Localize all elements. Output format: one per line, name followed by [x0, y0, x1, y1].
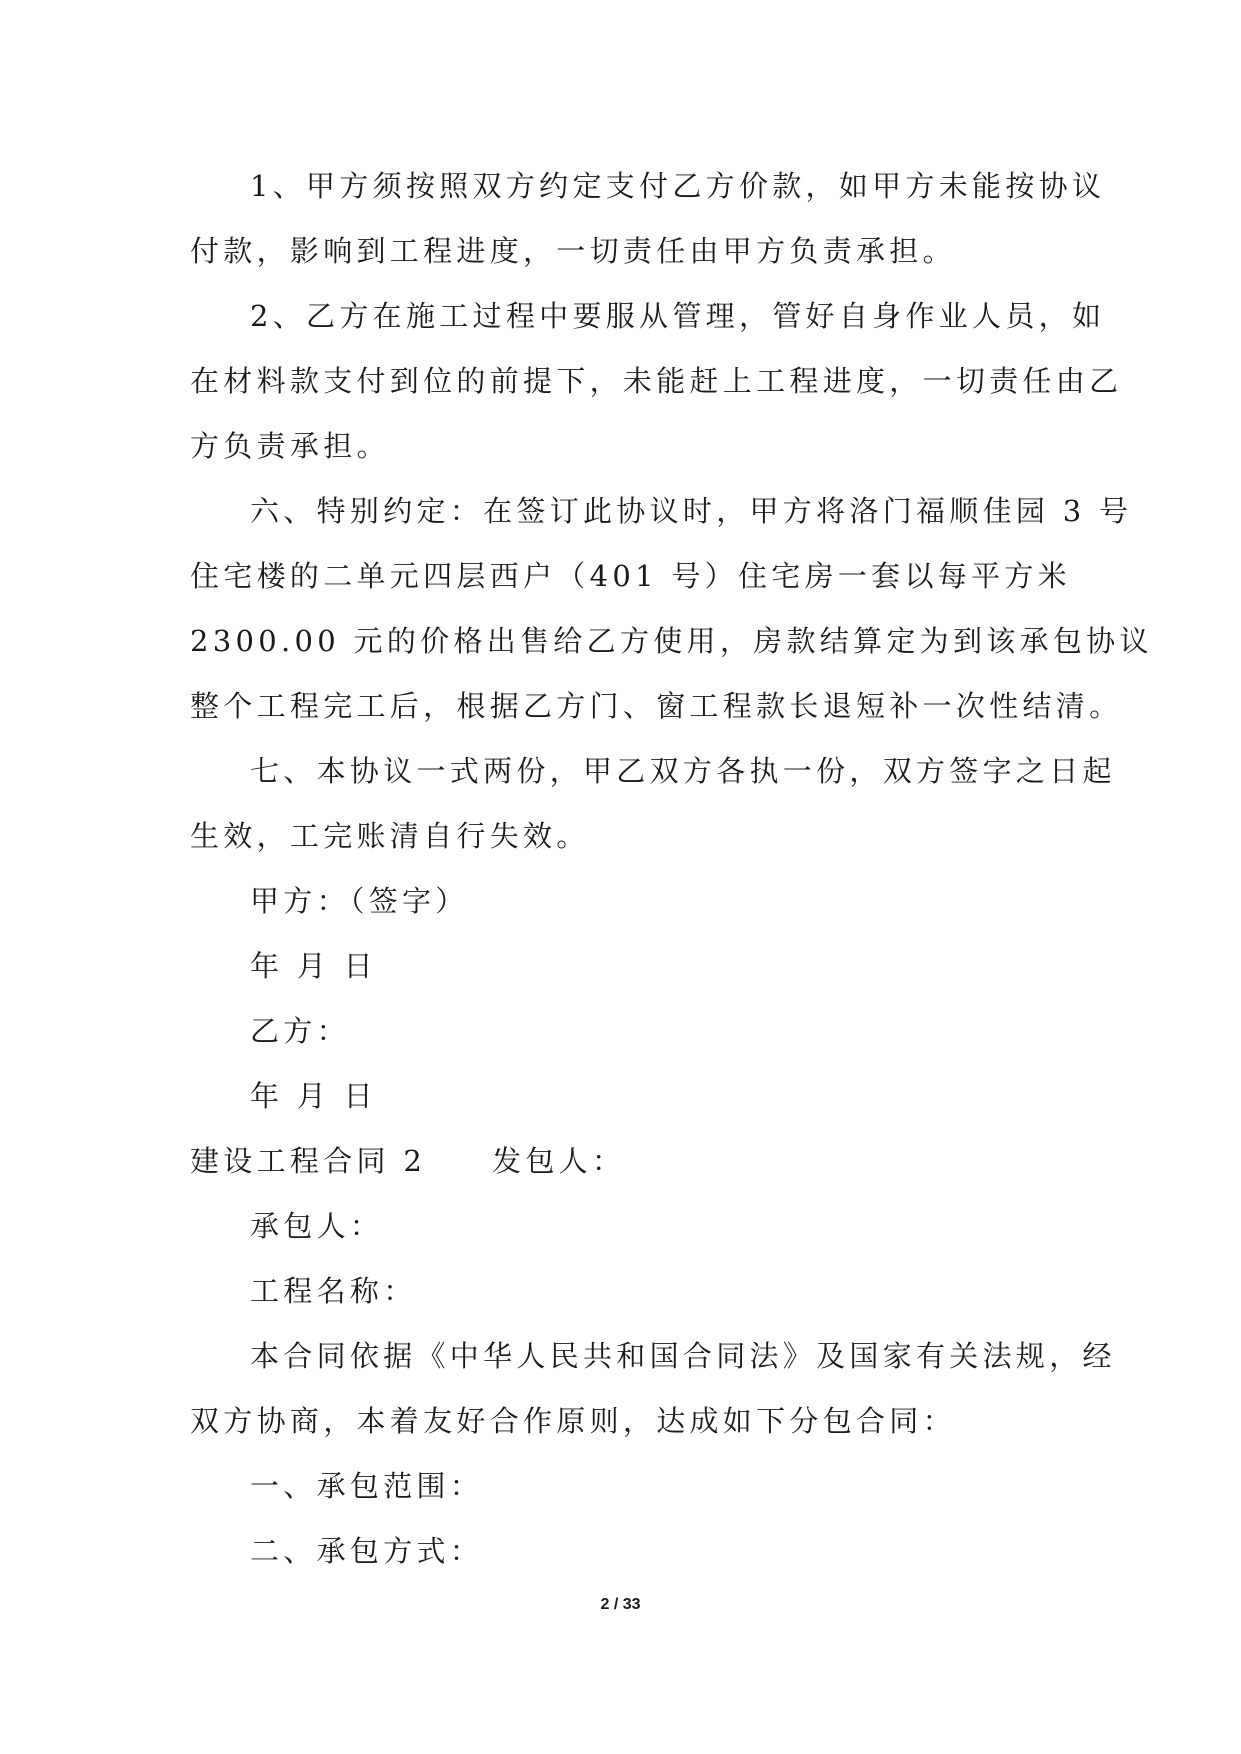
scope-heading — [190, 1454, 1050, 1519]
text-line: 六、特别约定：在签订此协议时，甲方将洛门福顺佳园 3 号 — [250, 494, 1133, 528]
text-line: 甲方：（签字） — [250, 884, 469, 918]
text-line: 方负责承担。 — [190, 429, 390, 463]
text-line: 本合同依据《中华人民共和国合同法》及国家有关法规，经 — [250, 1339, 1116, 1373]
clause-party-a-payment — [190, 154, 1106, 284]
signature-date-b — [190, 1064, 1050, 1129]
text-line: 1、甲方须按照双方约定支付乙方价款，如甲方未能按协议 — [250, 169, 1106, 203]
text-line: 年 月 日 — [250, 949, 377, 983]
signature-party-a — [190, 869, 1050, 934]
text-line: 住宅楼的二单元四层西户（401 号）住宅房一套以每平方米 — [190, 559, 1071, 593]
contract-title: 建设工程合同 2 — [190, 1144, 427, 1178]
clause-special-agreement — [190, 479, 1153, 739]
text-line: 年 月 日 — [250, 1079, 377, 1113]
text-line: 生效，工完账清自行失效。 — [190, 819, 590, 853]
page-number: 2 / 33 — [600, 1596, 641, 1613]
text-line: 承包人： — [250, 1209, 384, 1243]
text-line: 一、承包范围： — [250, 1469, 484, 1503]
signature-party-b — [190, 999, 1050, 1064]
text-line: 双方协商，本着友好合作原则，达成如下分包合同： — [190, 1404, 956, 1438]
text-line: 乙方： — [250, 1014, 350, 1048]
project-name-label — [190, 1259, 1050, 1324]
signature-date-a — [190, 934, 1050, 999]
contract-title-line — [190, 1129, 1050, 1194]
text-line: 工程名称： — [250, 1274, 417, 1308]
contract-basis — [190, 1324, 1116, 1454]
text-line: 2300.00 元的价格出售给乙方使用，房款结算定为到该承包协议 — [190, 624, 1153, 658]
document-body — [190, 154, 1153, 1584]
text-line: 付款，影响到工程进度，一切责任由甲方负责承担。 — [190, 234, 956, 268]
method-heading — [190, 1519, 1050, 1584]
text-line: 在材料款支付到位的前提下，未能赶上工程进度，一切责任由乙 — [190, 364, 1123, 398]
text-line: 七、本协议一式两份，甲乙双方各执一份，双方签字之日起 — [250, 754, 1116, 788]
clause-party-b-management — [190, 284, 1123, 479]
text-line: 整个工程完工后，根据乙方门、窗工程款长退短补一次性结清。 — [190, 689, 1123, 723]
text-line: 二、承包方式： — [250, 1534, 484, 1568]
employer-label: 发包人： — [492, 1144, 626, 1178]
contractor-label — [190, 1194, 1050, 1259]
text-line: 2、乙方在施工过程中要服从管理，管好自身作业人员，如 — [250, 299, 1106, 333]
clause-copies-validity — [190, 739, 1116, 869]
